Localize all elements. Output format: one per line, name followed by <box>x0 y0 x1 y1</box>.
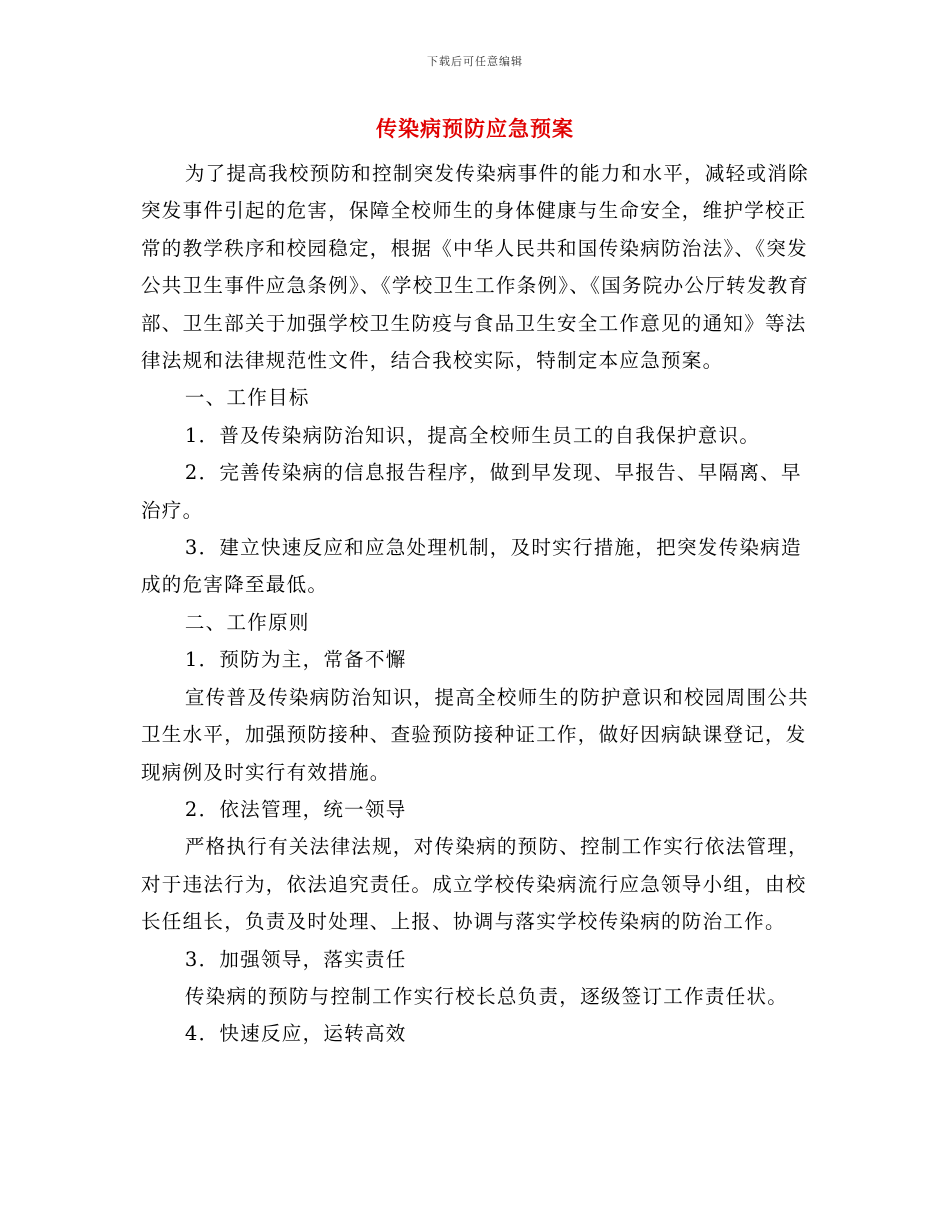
principle-body-2: 严格执行有关法律法规，对传染病的预防、控制工作实行依法管理，对于违法行为，依法追究责任。成立学校传染病流行应急领导小组，由校长任组长，负责及时处理、上报、协调与落实学校传染病的防治工作。 <box>141 835 809 934</box>
page-header-note: 下载后可任意编辑 <box>427 55 523 68</box>
principle-heading-4: 4．快速反应，运转高效 <box>184 1022 407 1046</box>
goal-item-3: 3．建立快速反应和应急处理机制，及时实行措施，把突发传染病造成的危害降至最低。 <box>141 536 802 597</box>
intro-paragraph: 为了提高我校预防和控制突发传染病事件的能力和水平，减轻或消除突发事件引起的危害，保障全校师生的身体健康与生命安全，维护学校正常的教学秩序和校园稳定，根据《中华人民共和国传染病防治法》、《突发公共卫生事件应急条例》、《学校卫生工作条例》、《国务院办公厅转发教育部、卫生部关于加强学校卫生防疫与食品卫生安全工作意见的通知》等法律法规和法律规范性文件，结合我校实际，特制定本应急预案。 <box>141 162 810 373</box>
document-body <box>141 155 813 1053</box>
principle-heading-2: 2．依法管理，统一领导 <box>184 797 407 821</box>
goal-item-1: 1．普及传染病防治知识，提高全校师生员工的自我保护意识。 <box>184 423 761 447</box>
document-title: 传染病预防应急预案 <box>376 117 574 141</box>
principle-heading-3: 3．加强领导，落实责任 <box>184 947 407 971</box>
principle-body-1: 宣传普及传染病防治知识，提高全校师生的防护意识和校园周围公共卫生水平，加强预防接种、查验预防接种证工作，做好因病缺课登记，发现病例及时实行有效措施。 <box>141 685 809 784</box>
section-heading-principles: 二、工作原则 <box>184 610 310 634</box>
principle-heading-1: 1．预防为主，常备不懈 <box>184 648 407 672</box>
principle-body-3: 传染病的预防与控制工作实行校长总负责，逐级签订工作责任状。 <box>184 984 789 1008</box>
goal-item-2: 2．完善传染病的信息报告程序，做到早发现、早报告、早隔离、早治疗。 <box>141 461 802 522</box>
section-heading-goals: 一、工作目标 <box>184 386 310 410</box>
